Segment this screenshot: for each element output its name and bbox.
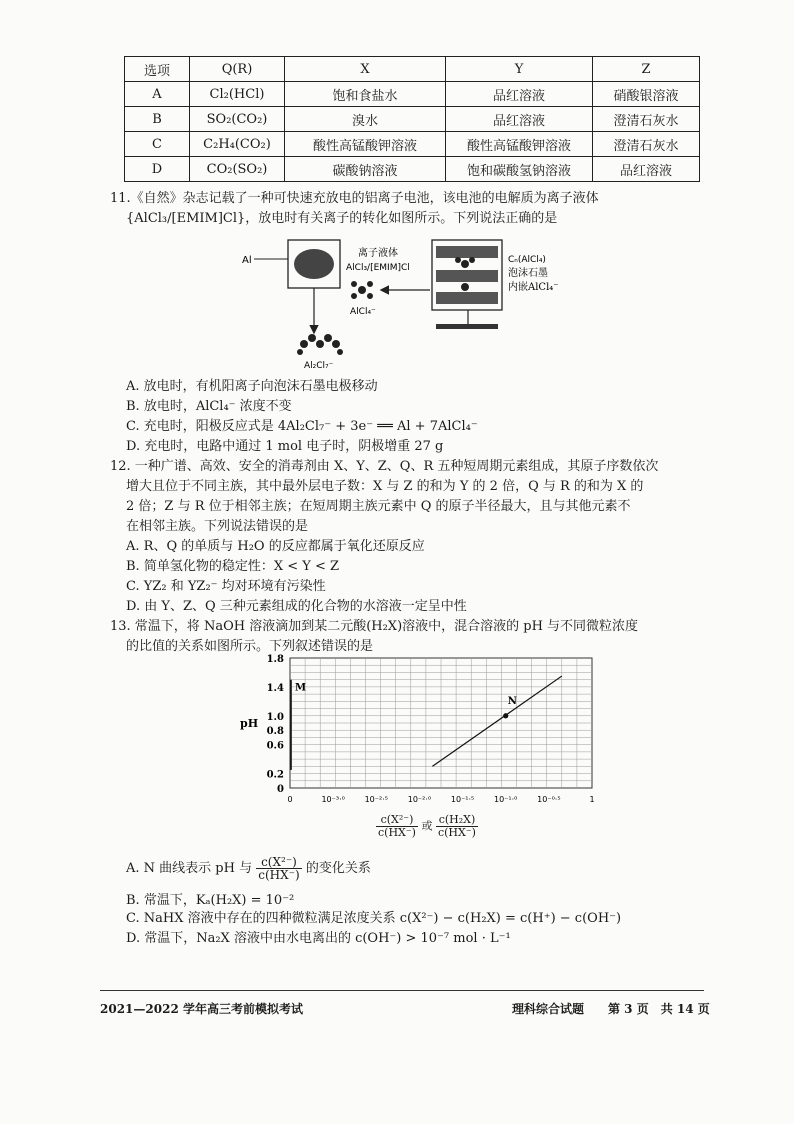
y-tick-label: 1.0 — [266, 711, 284, 723]
table-row — [125, 107, 700, 132]
table-cell: 澄清石灰水 — [593, 132, 700, 157]
x-tick-label: 0 — [287, 795, 293, 804]
q13-option-b: B. 常温下，Kₐ(H₂X) = 10⁻² — [126, 893, 295, 908]
al-label: Al — [242, 255, 252, 266]
table-row — [125, 157, 700, 182]
x-tick-label: 10⁻¹·⁰ — [494, 795, 518, 804]
series-n-label: N — [507, 695, 517, 707]
q12-option-c: C. YZ₂ 和 YZ₂⁻ 均对环境有污染性 — [126, 579, 326, 594]
footer-page-number: 第 3 页 共 14 页 — [608, 1002, 710, 1016]
x-tick-label: 10⁻³·⁰ — [321, 795, 345, 804]
table-cell: B — [125, 107, 190, 132]
table-cell: 饱和碳酸氢钠溶液 — [446, 157, 593, 182]
table-cell: C₂H₄(CO₂) — [190, 132, 285, 157]
graphite-label-formula: Cₙ(AlCl₄) — [508, 255, 546, 265]
q11-option-a: A. 放电时，有机阳离子向泡沫石墨电极移动 — [126, 379, 378, 394]
x-tick-label: 10⁻²·⁵ — [364, 795, 388, 804]
chart-xlabel — [376, 814, 478, 839]
options-table — [124, 56, 700, 182]
q12-option-d: D. 由 Y、Z、Q 三种元素组成的化合物的水溶液一定呈中性 — [126, 599, 467, 614]
graphite-label-intercalated: 内嵌AlCl₄⁻ — [508, 282, 559, 293]
series-n-point — [503, 713, 508, 718]
table-cell: CO₂(SO₂) — [190, 157, 285, 182]
table-cell: 澄清石灰水 — [593, 107, 700, 132]
q11-stem-line1: 11.《自然》杂志记载了一种可快速充放电的铝离子电池，该电池的电解质为离子液体 — [110, 191, 599, 206]
q12-option-b: B. 简单氢化物的稳定性：X < Y < Z — [126, 559, 340, 574]
al-electrode-blob — [294, 249, 334, 279]
table-header-cell: Z — [593, 57, 700, 82]
q12-stem-line4: 在相邻主族。下列说法错误的是 — [126, 519, 309, 534]
y-tick-label: 0 — [277, 784, 284, 795]
q11-option-b: B. 放电时，AlCl₄⁻ 浓度不变 — [126, 399, 292, 414]
q13-option-a: A. N 曲线表示 pH 与 $\frac{\text{c(X²⁻)}}{c(HX^-)}$ 的变化关系 — [126, 855, 371, 882]
table-cell: 硝酸银溶液 — [593, 82, 700, 107]
table-header-row — [125, 57, 700, 82]
table-cell: 品红溶液 — [446, 82, 593, 107]
ionic-liquid-formula: AlCl₃/[EMIM]Cl — [346, 263, 410, 273]
table-cell: 品红溶液 — [446, 107, 593, 132]
q12-stem-line2: 增大且位于不同主族，其中最外层电子数：X 与 Z 的和为 Y 的 2 倍，Q 与 R 的和为 X 的 — [126, 479, 644, 494]
alcl4-molecule — [351, 281, 373, 299]
table-header-cell: Y — [446, 57, 593, 82]
table-header-cell: X — [285, 57, 446, 82]
table-cell: 酸性高锰酸钾溶液 — [446, 132, 593, 157]
table-row — [125, 132, 700, 157]
xlabel-fraction-2: $\frac{\text{c(H₂X)}}{c(HX^-)}$ — [437, 813, 476, 839]
q12-option-a: A. R、Q 的单质与 H₂O 的反应都属于氧化还原反应 — [126, 539, 425, 554]
al2cl7-label: Al₂Cl₇⁻ — [304, 361, 334, 371]
table-row — [125, 82, 700, 107]
y-axis-label: pH — [240, 717, 259, 730]
table-cell: 酸性高锰酸钾溶液 — [285, 132, 446, 157]
y-tick-label: 0.8 — [266, 726, 284, 738]
footer-divider — [100, 990, 704, 991]
series-m-label: M — [295, 682, 307, 694]
q13-option-d: D. 常温下，Na₂X 溶液中由水电离出的 c(OH⁻) > 10⁻⁷ mol · L⁻¹ — [126, 931, 511, 946]
q13-stem-line1: 13. 常温下，将 NaOH 溶液滴加到某二元酸(H₂X)溶液中，混合溶液的 pH 与不同微粒浓度 — [110, 619, 639, 634]
q13-option-c: C. NaHX 溶液中存在的四种微粒满足浓度关系 c(X²⁻) − c(H₂X) = c(H⁺) − c(OH⁻) — [126, 911, 622, 926]
option-a-fraction: $\frac{\text{c(X²⁻)}}{c(HX^-)}$ — [258, 855, 300, 882]
table-cell: 品红溶液 — [593, 157, 700, 182]
table-header-cell: 选项 — [125, 57, 190, 82]
xlabel-or: 或 — [421, 819, 433, 833]
q12-stem-line1: 12. 一种广谱、高效、安全的消毒剂由 X、Y、Z、Q、R 五种短周期元素组成，其原子序数依次 — [110, 459, 659, 474]
y-tick-label: 1.4 — [266, 682, 284, 694]
x-tick-label: 1 — [589, 795, 595, 804]
x-tick-label: 10⁻¹·⁵ — [450, 795, 475, 804]
q11-option-d: D. 充电时，电路中通过 1 mol 电子时，阴极增重 27 g — [126, 439, 444, 454]
ionic-liquid-label: 离子液体 — [358, 248, 398, 259]
table-cell: 溴水 — [285, 107, 446, 132]
table-cell: D — [125, 157, 190, 182]
q11-option-c: C. 充电时，阳极反应式是 4Al₂Cl₇⁻ + 3e⁻ ══ Al + 7AlCl₄⁻ — [126, 419, 478, 434]
q13-stem-line2: 的比值的关系如图所示。下列叙述错误的是 — [126, 639, 374, 654]
y-tick-label: 0.2 — [266, 769, 284, 781]
x-tick-label: 10⁻⁰·⁵ — [537, 795, 561, 804]
graphite-label-foam: 泡沫石墨 — [508, 268, 548, 279]
table-cell: A — [125, 82, 190, 107]
y-tick-label: 1.8 — [266, 654, 284, 665]
table-cell: 饱和食盐水 — [285, 82, 446, 107]
table-cell: Cl₂(HCl) — [190, 82, 285, 107]
series-n-line — [432, 676, 561, 766]
x-tick-label: 10⁻²·⁰ — [407, 795, 432, 804]
table-header-cell: Q(R) — [190, 57, 285, 82]
table-cell: C — [125, 132, 190, 157]
footer-subject: 理科综合试题 — [512, 1002, 585, 1016]
al2cl7-molecule — [297, 334, 343, 355]
alcl4-label: AlCl₄⁻ — [350, 307, 376, 317]
q12-stem-line3: 2 倍；Z 与 R 位于相邻主族；在短周期主族元素中 Q 的原子半径最大，且与其他元素不 — [126, 499, 631, 514]
xlabel-fraction-1: $\frac{\text{c(X²⁻)}}{c(HX^-)}$ — [378, 813, 416, 839]
table-cell: 碳酸钠溶液 — [285, 157, 446, 182]
y-tick-label: 0.6 — [266, 740, 284, 752]
footer-exam-title: 2021—2022 学年高三考前模拟考试 — [100, 1002, 303, 1016]
q11-stem-line2: {AlCl₃/[EMIM]Cl}，放电时有关离子的转化如图所示。下列说法正确的是 — [126, 211, 558, 226]
table-cell: SO₂(CO₂) — [190, 107, 285, 132]
battery-diagram — [240, 232, 580, 372]
